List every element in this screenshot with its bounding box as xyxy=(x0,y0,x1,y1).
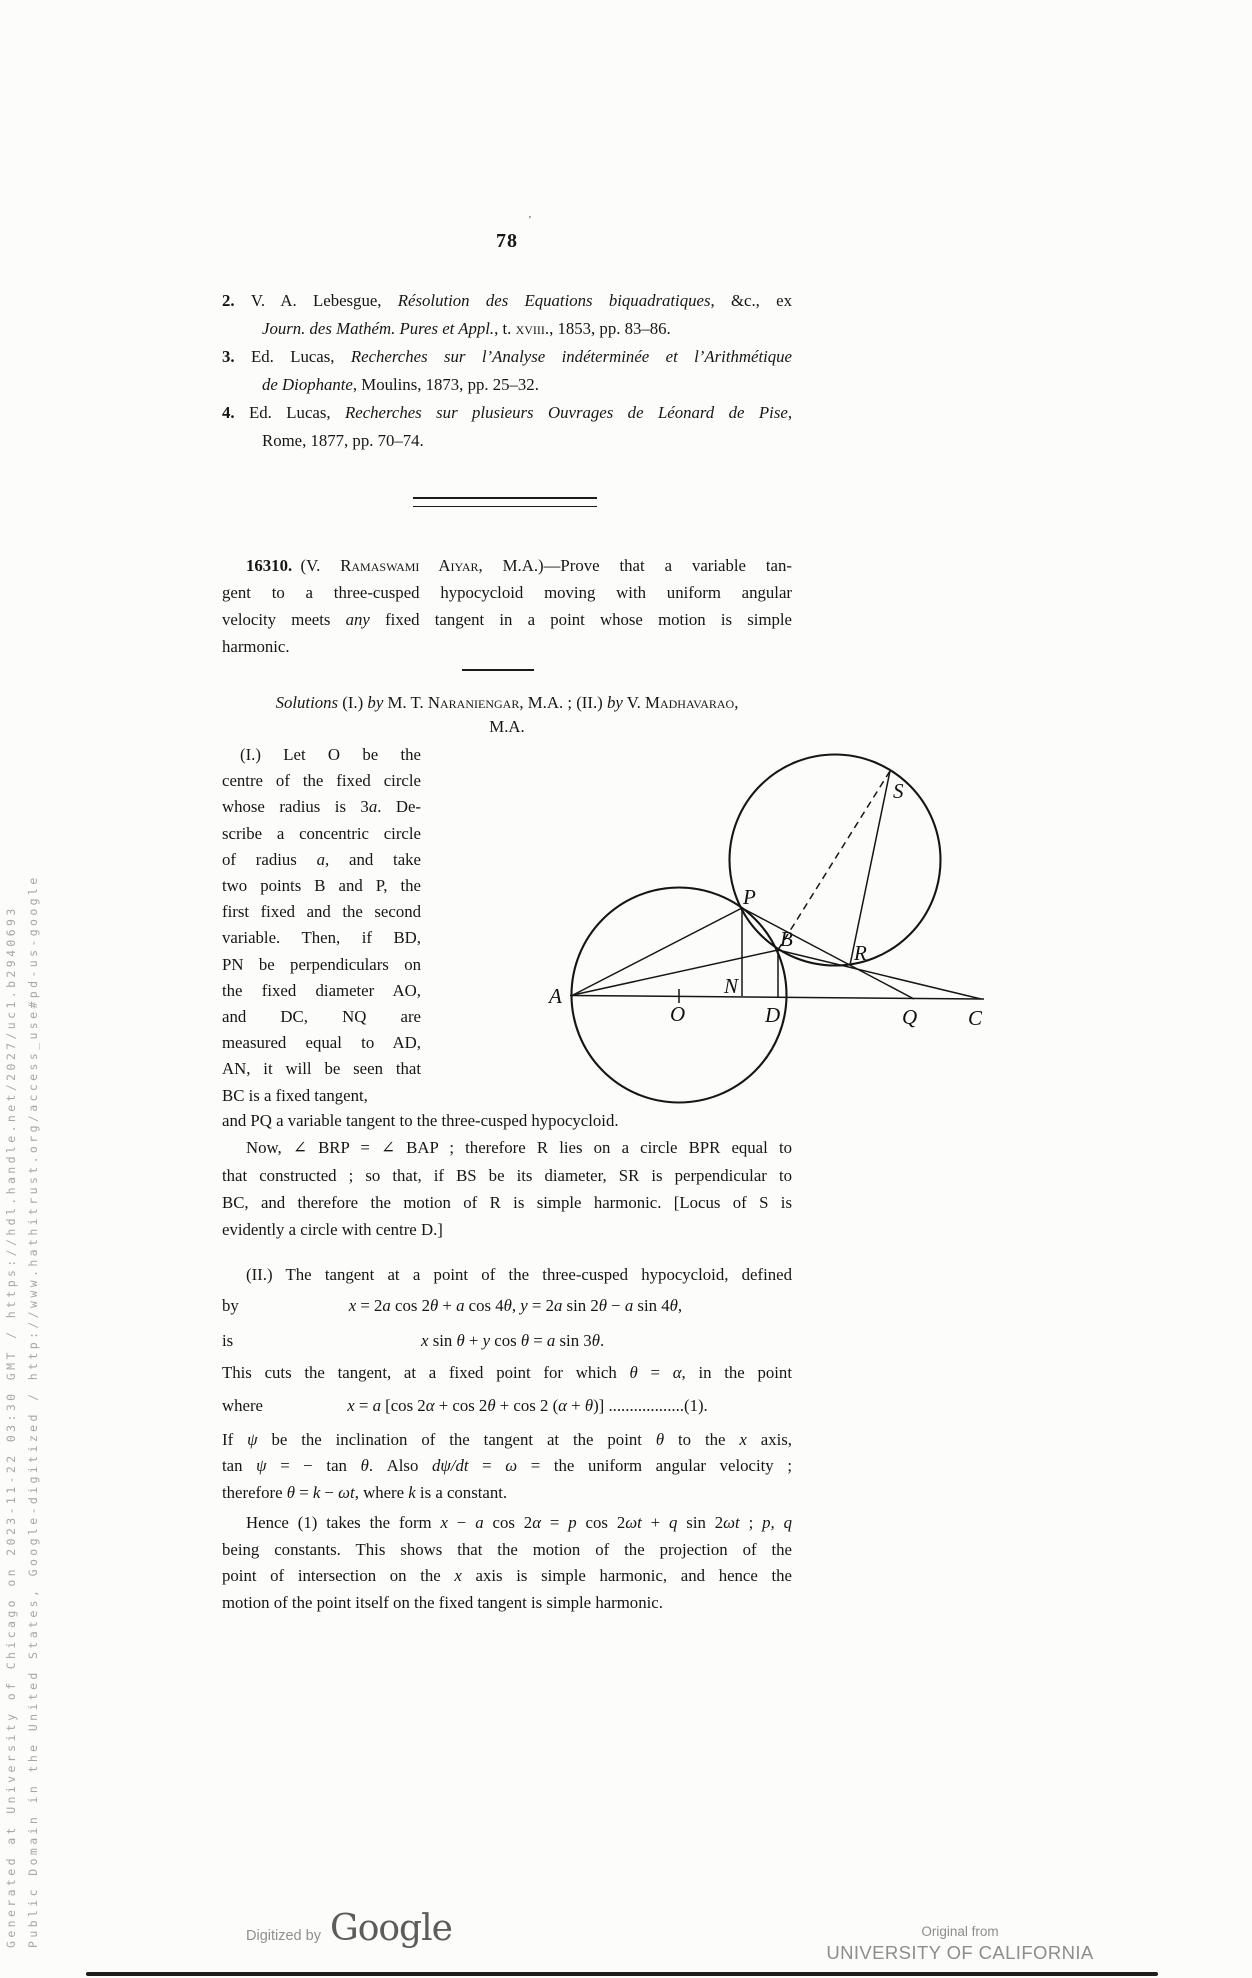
solution2-line: If ψ be the inclination of the tangent at the point θ to the x axis, xyxy=(222,1430,793,1449)
solution1-line: and PQ a variable tangent to the three-cusped hypocycloid. xyxy=(222,1111,619,1130)
solution2-line: Hence (1) takes the form x − a cos 2α = p cos 2ωt + q sin 2ωt ; p, q xyxy=(246,1513,793,1532)
equation-label: where xyxy=(222,1396,263,1415)
figure-label-P: P xyxy=(743,885,756,909)
solution2-line: motion of the point itself on the fixed tangent is simple harmonic. xyxy=(222,1593,663,1612)
solutions-heading-cont: M.A. xyxy=(489,717,525,736)
bib-line: 4. Ed. Lucas, Recherches sur plusieurs Ouvrages de Léonard de Pise, xyxy=(222,403,793,422)
line-PQ-variable-tangent xyxy=(742,908,914,999)
solution1-column-line: first fixed and the second xyxy=(222,902,421,921)
equation-label: by xyxy=(222,1296,239,1315)
margin-publicdomain-note: Public Domain in the United States, Google-digitized / http://www.hathitrust.org/access_use#pd-us-google xyxy=(26,874,40,1948)
line-SR xyxy=(850,771,890,965)
page-number: 78 xyxy=(496,230,518,252)
line-AC xyxy=(570,996,984,1000)
line-BS-diameter-dashed xyxy=(778,771,890,950)
solution1-column-line: measured equal to AD, xyxy=(222,1033,421,1052)
solution1-column-line: (I.) Let O be the xyxy=(240,745,421,764)
bib-line: Journ. des Mathém. Pures et Appl., t. xviii., 1853, pp. 83–86. xyxy=(262,319,671,338)
solution1-column-line: scribe a concentric circle xyxy=(222,824,421,843)
equation: x = 2a cos 2θ + a cos 4θ, y = 2a sin 2θ − a sin 4θ, xyxy=(348,1296,683,1315)
margin-generated-note: Generated at University of Chicago on 2023-11-22 03:30 GMT / https://hdl.handle.net/2027/uc1.b2940693 xyxy=(4,905,18,1948)
scan-artifact: ’ xyxy=(528,214,532,226)
solution1-line: Now, ∠ BRP = ∠ BAP ; therefore R lies on a circle BPR equal to xyxy=(246,1138,792,1157)
digitized-by-footer xyxy=(246,1908,452,1949)
solution2-equation-row xyxy=(222,1294,792,1318)
original-from-label: Original from xyxy=(921,1924,999,1939)
solution2-line: therefore θ = k − ωt, where k is a constant. xyxy=(222,1483,508,1502)
figure-label-R: R xyxy=(854,941,867,965)
figure-label-A: A xyxy=(549,984,562,1008)
solution1-column-line: of radius a, and take xyxy=(222,850,421,869)
figure-label-B: B xyxy=(780,927,793,951)
solution1-column-line: BC is a fixed tangent, xyxy=(222,1086,368,1105)
hypocycloid-figure xyxy=(540,748,995,1110)
solution1-column-line: variable. Then, if BD, xyxy=(222,928,421,947)
figure-label-C: C xyxy=(968,1006,983,1030)
section-divider-double-rule xyxy=(413,497,597,507)
problem-line: harmonic. xyxy=(222,637,290,656)
equation: x = a [cos 2α + cos 2θ + cos 2 (α + θ)] ..................(1). xyxy=(347,1396,708,1415)
bib-line: Rome, 1877, pp. 70–74. xyxy=(262,431,424,450)
figure-label-O: O xyxy=(670,1002,686,1026)
google-logo: Google xyxy=(329,1908,452,1949)
figure-label-N: N xyxy=(724,974,739,998)
solution2-equation-row xyxy=(222,1329,792,1353)
solution1-column-line: centre of the fixed circle xyxy=(222,771,421,790)
problem-line: 16310. (V. Ramaswami Aiyar, M.A.)—Prove that a variable tan- xyxy=(246,556,792,575)
figure-label-D: D xyxy=(765,1003,781,1027)
solution1-column-line: AN, it will be seen that xyxy=(222,1059,421,1078)
solution1-column-line: the fixed diameter AO, xyxy=(222,981,421,1000)
solution2-equation-row xyxy=(222,1394,792,1418)
solution1-column-line: two points B and P, the xyxy=(222,876,421,895)
solution1-column-line: whose radius is 3a. De- xyxy=(222,797,421,816)
line-AP xyxy=(573,908,742,995)
solution1-line: BC, and therefore the motion of R is simple harmonic. [Locus of S is xyxy=(222,1193,792,1212)
solution1-line: that constructed ; so that, if BS be its diameter, SR is perpendicular to xyxy=(222,1166,792,1185)
bib-line: 3. Ed. Lucas, Recherches sur l’Analyse indéterminée et l’Arithmétique xyxy=(222,347,792,366)
solution2-line: point of intersection on the x axis is simple harmonic, and hence the xyxy=(222,1566,792,1585)
solution1-column-line: and DC, NQ are xyxy=(222,1007,421,1026)
solutions-heading: Solutions (I.) by M. T. Naraniengar, M.A. ; (II.) by V. Madhavarao, xyxy=(275,693,739,712)
problem-end-rule xyxy=(462,669,534,671)
digitized-by-label: Digitized by xyxy=(246,1928,321,1944)
problem-line: velocity meets any fixed tangent in a point whose motion is simple xyxy=(222,610,792,629)
bib-line: de Diophante, Moulins, 1873, pp. 25–32. xyxy=(262,375,539,394)
problem-line: gent to a three-cusped hypocycloid moving with uniform angular xyxy=(222,583,792,602)
figure-label-Q: Q xyxy=(902,1005,918,1029)
solution1-line: evidently a circle with centre D.] xyxy=(222,1220,443,1239)
line-AB xyxy=(573,950,778,995)
institution-label: UNIVERSITY OF CALIFORNIA xyxy=(826,1942,1094,1963)
solution2-line: tan ψ = − tan θ. Also dψ/dt = ω = the uniform angular velocity ; xyxy=(222,1456,792,1475)
circle-BPR xyxy=(730,755,941,966)
equation: x sin θ + y cos θ = a sin 3θ. xyxy=(421,1331,605,1350)
bib-line: 2. V. A. Lebesgue, Résolution des Equations biquadratiques, &c., ex xyxy=(222,291,792,310)
original-from-footer xyxy=(815,1924,1105,1964)
solution2-line: (II.) The tangent at a point of the three-cusped hypocycloid, defined xyxy=(246,1265,792,1284)
equation-label: is xyxy=(222,1331,234,1350)
solution2-line: This cuts the tangent, at a fixed point for which θ = α, in the point xyxy=(222,1363,792,1382)
page-edge-shadow xyxy=(86,1972,1158,1976)
solution2-line: being constants. This shows that the motion of the projection of the xyxy=(222,1540,792,1559)
figure-label-S: S xyxy=(893,779,904,803)
solution1-column-line: PN be perpendiculars on xyxy=(222,955,421,974)
line-BC-fixed-tangent xyxy=(778,950,981,999)
